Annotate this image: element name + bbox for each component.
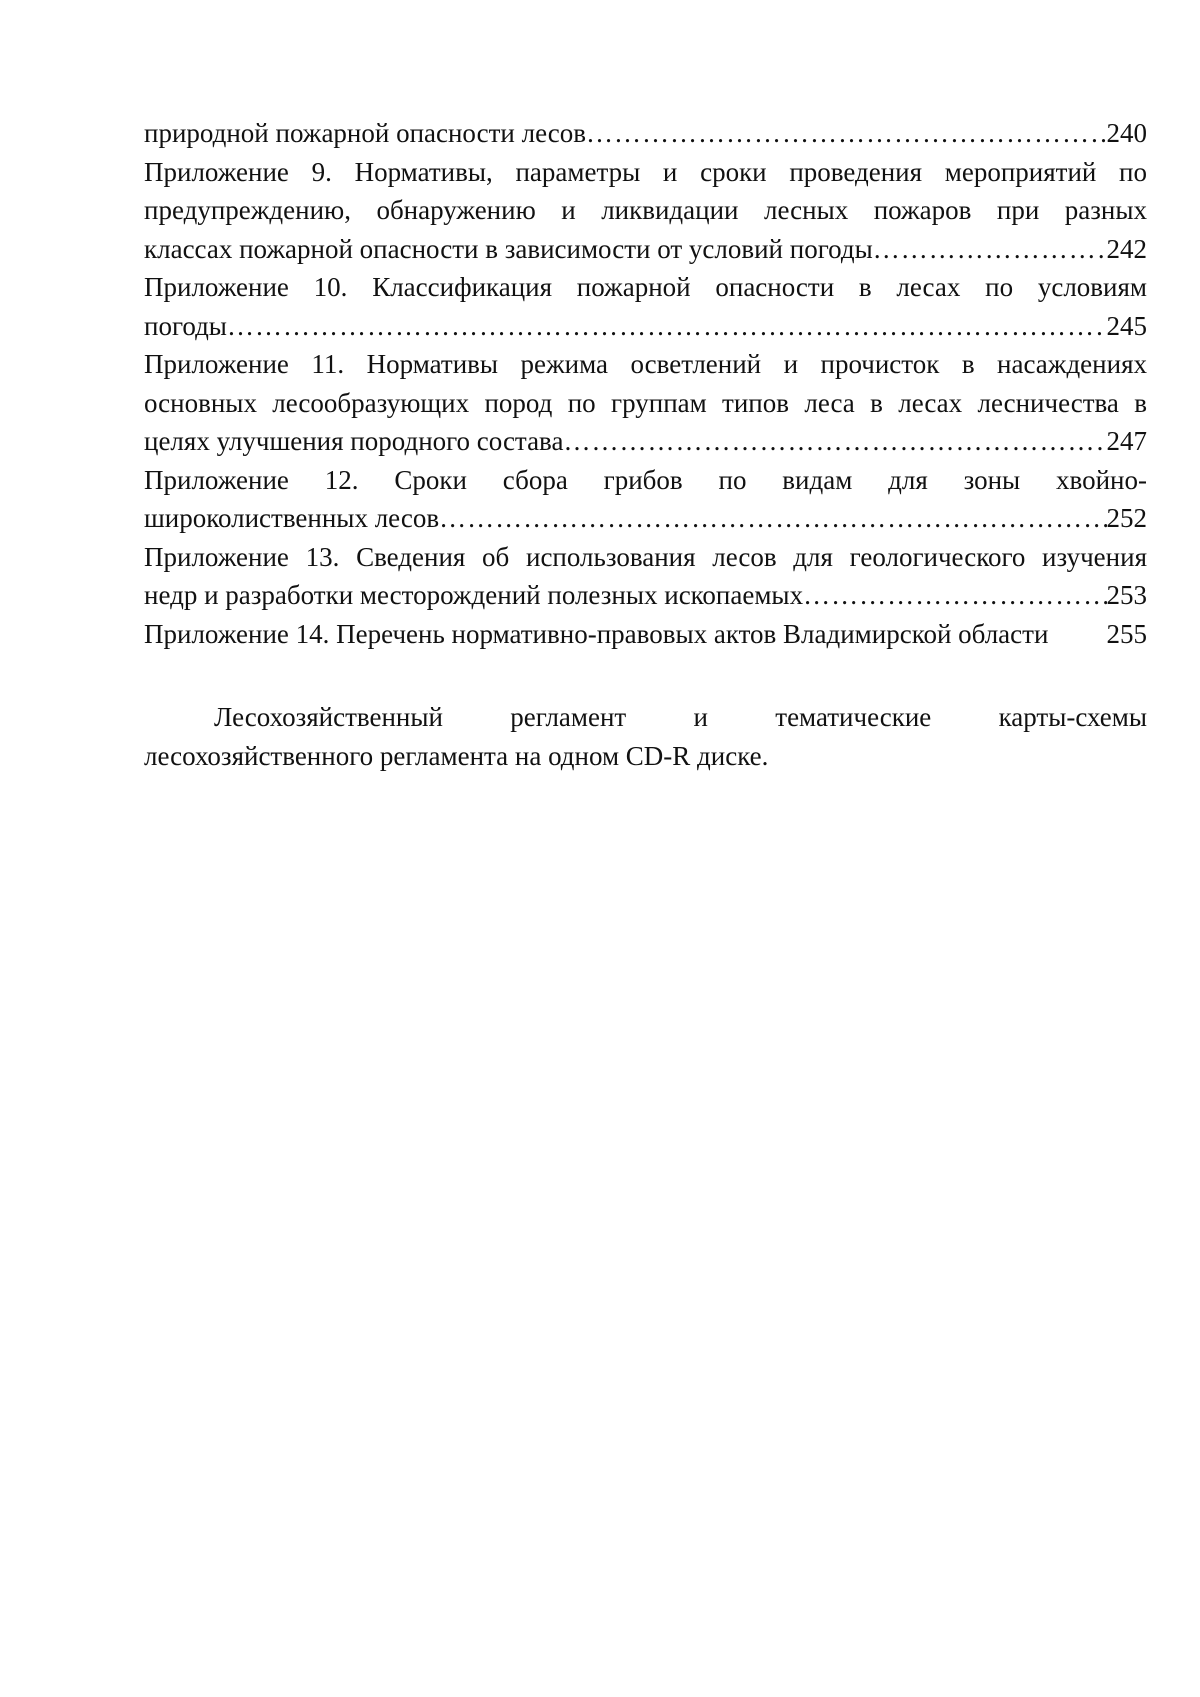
toc-line: предупреждению, обнаружению и ликвидации лесных пожаров при разных xyxy=(144,195,1147,225)
dot-leader xyxy=(586,114,1107,153)
toc-page-number: 247 xyxy=(1106,426,1147,456)
toc-entry-text: природной пожарной опасности лесов xyxy=(144,118,586,148)
cd-note-line-1: Лесохозяйственный регламент и тематические карты-схемы xyxy=(214,702,1147,732)
toc-entry-text: широколиственных лесов xyxy=(144,503,440,533)
table-of-contents xyxy=(144,114,1147,653)
toc-page-number: 253 xyxy=(1106,580,1147,610)
toc-line: Приложение 11. Нормативы режима осветлений и прочисток в насаждениях xyxy=(144,349,1147,379)
toc-page-number: 242 xyxy=(1106,233,1147,264)
toc-entry-text: классах пожарной опасности в зависимости от условий погоды xyxy=(144,233,873,264)
cd-note-paragraph xyxy=(144,698,1147,775)
cd-note-line-2: лесохозяйственного регламента на одном CD-R диске. xyxy=(144,740,769,771)
toc-line: Приложение 9. Нормативы, параметры и сроки проведения мероприятий по xyxy=(144,156,1147,187)
toc-line: Приложение 10. Классификация пожарной опасности в лесах по условиям xyxy=(144,272,1147,302)
toc-line xyxy=(144,615,1147,654)
toc-line xyxy=(144,230,1147,269)
toc-entry-text: погоды xyxy=(144,310,227,341)
dot-leader xyxy=(227,307,1107,346)
toc-page-number: 245 xyxy=(1106,310,1147,341)
dot-leader xyxy=(563,422,1106,461)
toc-line xyxy=(144,307,1147,346)
toc-entry-text: целях улучшения породного состава xyxy=(144,426,564,456)
dot-leader xyxy=(803,576,1106,615)
toc-entry-text: недр и разработки месторождений полезных ископаемых xyxy=(144,580,804,610)
toc-line xyxy=(144,422,1147,461)
dot-leader xyxy=(439,499,1106,538)
toc-line: основных лесообразующих пород по группам типов леса в лесах лесничества в xyxy=(144,387,1147,418)
toc-page-number: 252 xyxy=(1106,503,1147,533)
toc-line: Приложение 12. Сроки сбора грибов по видам для зоны хвойно- xyxy=(144,464,1147,495)
toc-page-number: 255 xyxy=(1106,618,1147,649)
toc-page-number: 240 xyxy=(1106,118,1147,148)
toc-entry-text: Приложение 14. Перечень нормативно-правовых актов Владимирской области xyxy=(144,618,1049,649)
toc-line xyxy=(144,576,1147,615)
toc-line xyxy=(144,114,1147,153)
toc-line xyxy=(144,499,1147,538)
toc-line: Приложение 13. Сведения об использования лесов для геологического изучения xyxy=(144,541,1147,572)
dot-leader xyxy=(873,230,1107,269)
